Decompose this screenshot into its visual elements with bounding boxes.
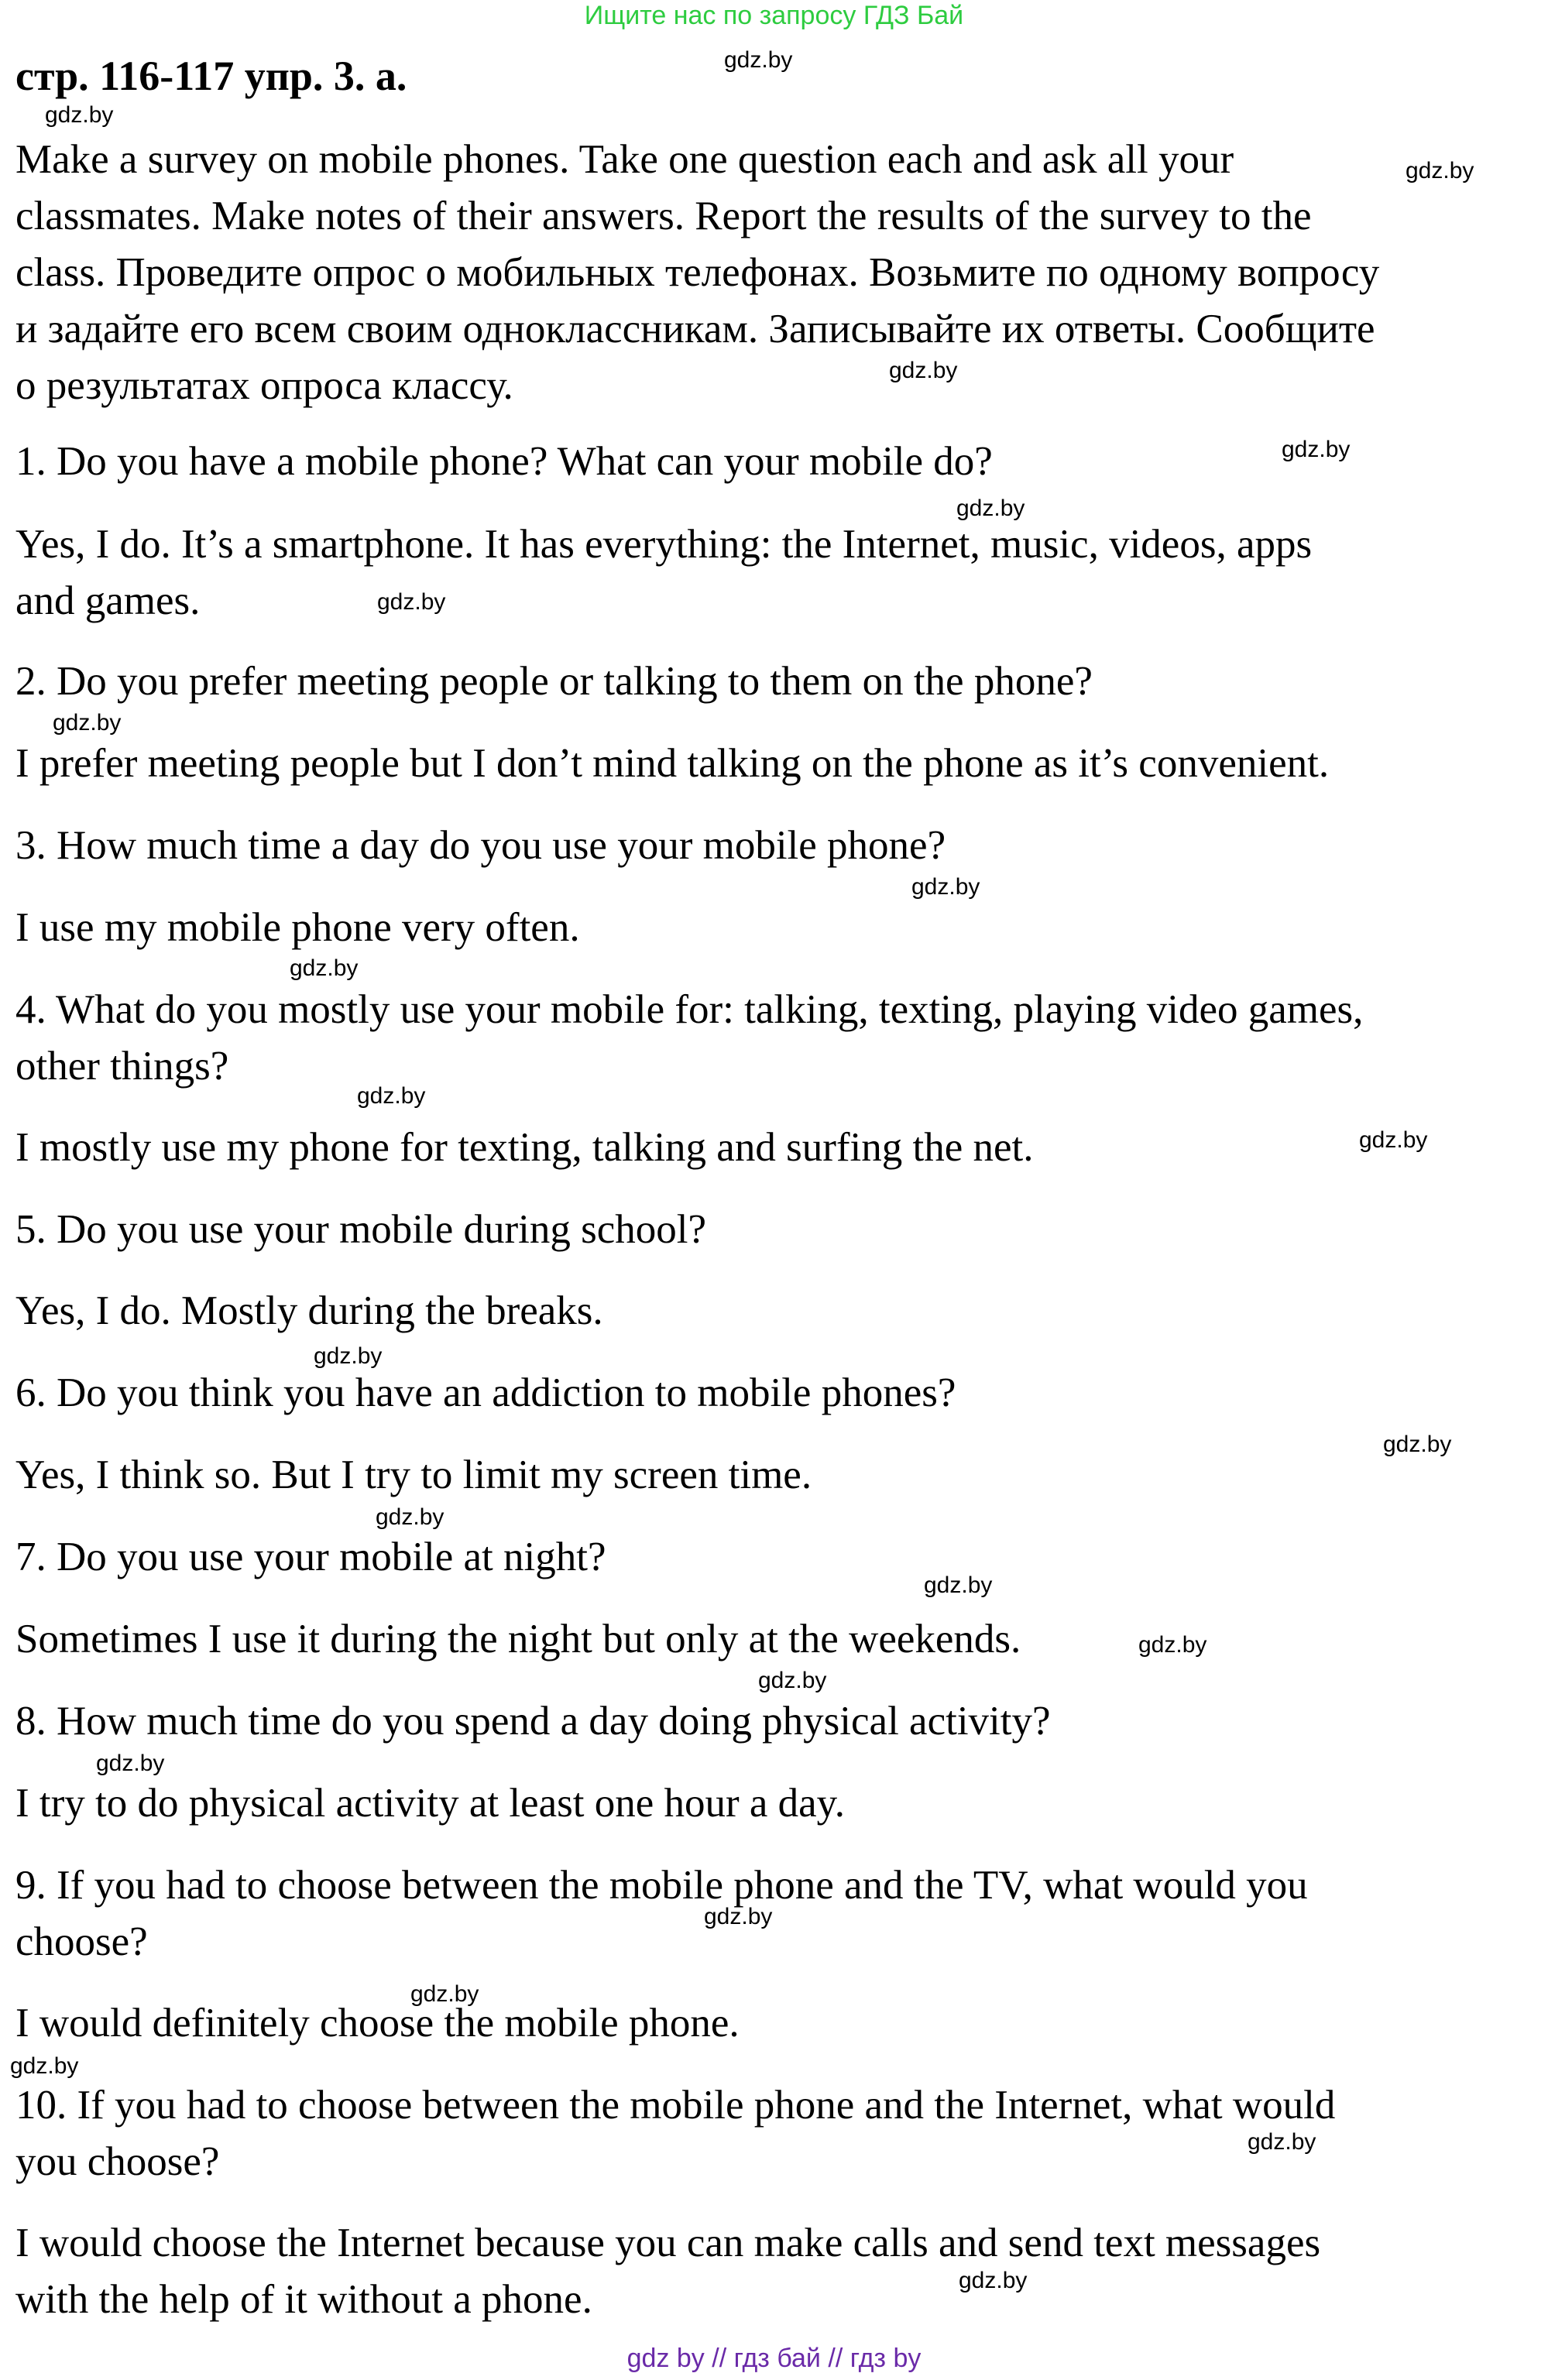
question-4: 4. What do you mostly use your mobile for: talking, texting, playing video games, xyxy=(15,987,1364,1032)
answer-3: I use my mobile phone very often. xyxy=(15,905,580,950)
watermark: gdz.by xyxy=(96,1751,165,1776)
watermark: gdz.by xyxy=(45,102,114,128)
watermark: gdz.by xyxy=(314,1343,383,1369)
watermark: gdz.by xyxy=(410,1981,479,2007)
watermark: gdz.by xyxy=(758,1668,827,1693)
answer-5: Yes, I do. Mostly during the breaks. xyxy=(15,1288,603,1333)
answer-1: and games. xyxy=(15,578,201,623)
answer-8: I try to do physical activity at least one hour a day. xyxy=(15,1781,845,1826)
watermark: gdz.by xyxy=(924,1572,993,1598)
watermark: gdz.by xyxy=(1138,1632,1207,1658)
question-1: 1. Do you have a mobile phone? What can your mobile do? xyxy=(15,439,993,484)
task-line: Make a survey on mobile phones. Take one question each and ask all your xyxy=(15,137,1234,182)
question-10: 10. If you had to choose between the mobile phone and the Internet, what would xyxy=(15,2083,1336,2128)
question-7: 7. Do you use your mobile at night? xyxy=(15,1535,606,1579)
watermark: gdz.by xyxy=(1383,1432,1452,1457)
watermark: gdz.by xyxy=(889,358,958,383)
watermark: gdz.by xyxy=(53,710,122,736)
search-banner: Ищите нас по запросу ГДЗ Бай xyxy=(584,1,964,30)
footer-links: gdz by // гдз бай // гдз by xyxy=(626,2344,922,2373)
watermark: gdz.by xyxy=(911,874,980,900)
question-10: you choose? xyxy=(15,2139,220,2184)
task-line: и задайте его всем своим одноклассникам. Записывайте их ответы. Сообщите xyxy=(15,307,1375,352)
watermark: gdz.by xyxy=(357,1083,426,1109)
task-line: class. Проведите опрос о мобильных телефонах. Возьмите по одному вопросу xyxy=(15,250,1380,295)
watermark: gdz.by xyxy=(10,2053,79,2079)
answer-7: Sometimes I use it during the night but only at the weekends. xyxy=(15,1617,1021,1662)
answer-2: I prefer meeting people but I don’t mind talking on the phone as it’s convenient. xyxy=(15,741,1330,786)
task-line: о результатах опроса классу. xyxy=(15,363,513,408)
watermark: gdz.by xyxy=(959,2268,1028,2293)
watermark: gdz.by xyxy=(290,955,359,981)
question-8: 8. How much time do you spend a day doing physical activity? xyxy=(15,1699,1051,1744)
watermark: gdz.by xyxy=(377,589,446,615)
question-6: 6. Do you think you have an addiction to mobile phones? xyxy=(15,1370,956,1415)
page-title: стр. 116-117 упр. 3. a. xyxy=(15,53,407,99)
answer-6: Yes, I think so. But I try to limit my screen time. xyxy=(15,1452,812,1497)
question-4: other things? xyxy=(15,1044,229,1089)
watermark: gdz.by xyxy=(724,47,793,73)
question-9: 9. If you had to choose between the mobile phone and the TV, what would you xyxy=(15,1863,1308,1908)
watermark: gdz.by xyxy=(376,1504,444,1530)
answer-4: I mostly use my phone for texting, talking and surfing the net. xyxy=(15,1125,1034,1170)
answer-10: with the help of it without a phone. xyxy=(15,2277,592,2322)
answer-10: I would choose the Internet because you can make calls and send text messages xyxy=(15,2221,1321,2265)
question-2: 2. Do you prefer meeting people or talking to them on the phone? xyxy=(15,659,1093,704)
watermark: gdz.by xyxy=(956,496,1025,521)
question-3: 3. How much time a day do you use your mobile phone? xyxy=(15,823,946,868)
question-5: 5. Do you use your mobile during school? xyxy=(15,1207,707,1252)
watermark: gdz.by xyxy=(1359,1127,1428,1153)
answer-9: I would definitely choose the mobile phone. xyxy=(15,2001,740,2046)
question-9: choose? xyxy=(15,1919,148,1964)
watermark: gdz.by xyxy=(1248,2129,1316,2155)
answer-1: Yes, I do. It’s a smartphone. It has everything: the Internet, music, videos, apps xyxy=(15,522,1313,567)
watermark: gdz.by xyxy=(1282,437,1351,462)
watermark: gdz.by xyxy=(1406,158,1474,183)
watermark: gdz.by xyxy=(704,1904,773,1929)
task-line: classmates. Make notes of their answers. Report the results of the survey to the xyxy=(15,194,1312,238)
